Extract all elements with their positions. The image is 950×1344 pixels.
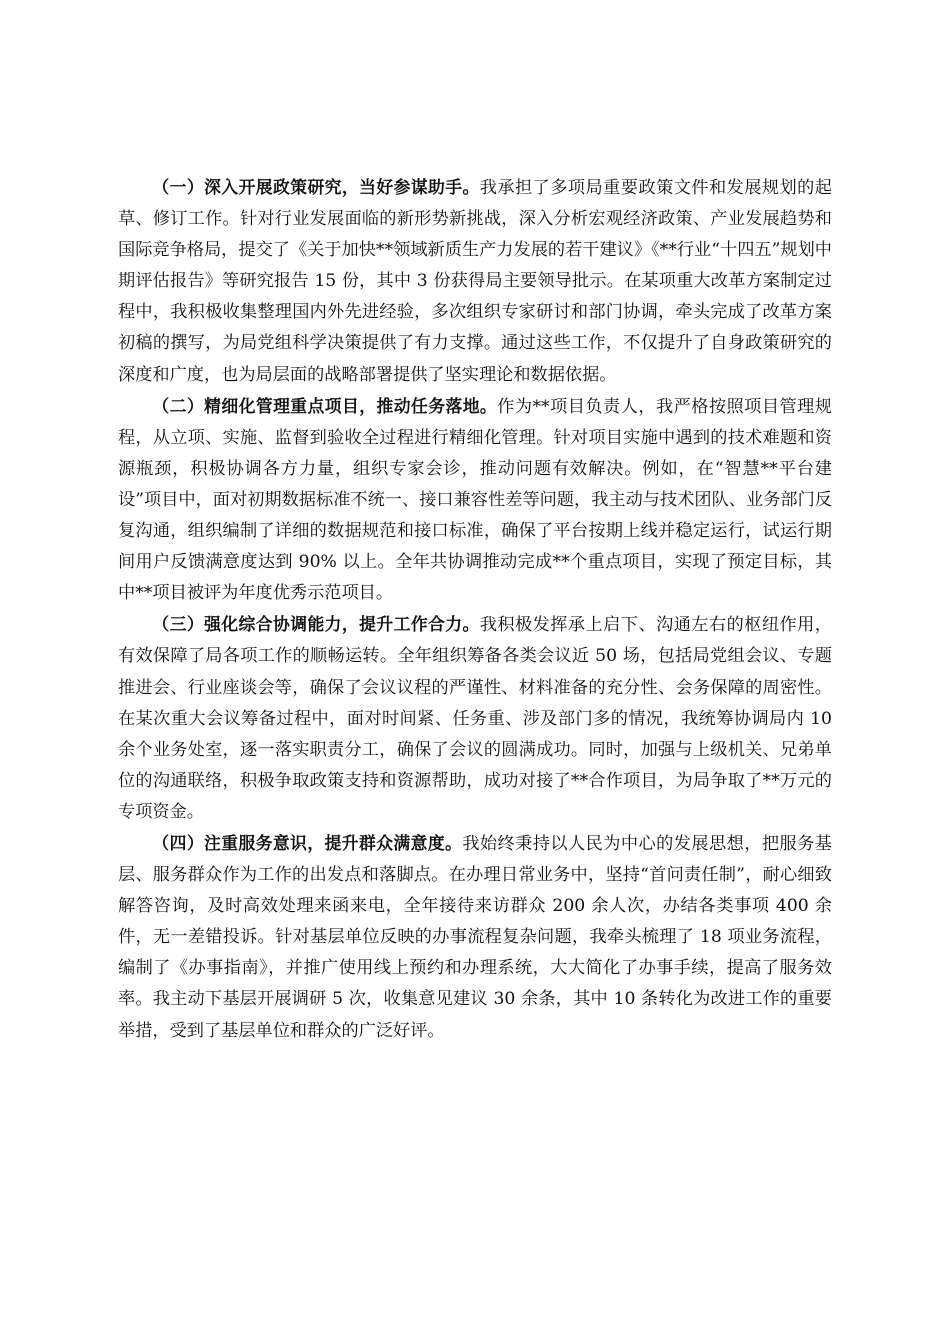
document-page [118,172,832,1047]
paragraph-heading: （二）精细化管理重点项目，推动任务落地。 [152,395,498,416]
paragraph-heading: （四）注重服务意识，提升群众满意度。 [152,832,463,853]
paragraph-body: 我积极发挥承上启下、沟通左右的枢纽作用，有效保障了局各项工作的顺畅运转。全年组织筹备各类会议近 50 场，包括局党组会议、专题推进会、行业座谈会等，确保了会议议程的严谨性、材料准备的充分性、会务保障的周密性。在某次重大会议筹备过程中，面对时间紧、任务重、涉及部门多的情况，我统筹协调局内 10 余个业务处室，逐一落实职责分工，确保了会议的圆满成功。同时，加强与上级机关、兄弟单位的沟通联络，积极争取政策支持和资源帮助，成功对接了**合作项目，为局争取了**万元的专项资金。 [118,615,832,822]
paragraph-policy-research [118,172,832,391]
paragraph-body: 我始终秉持以人民为中心的发展思想，把服务基层、服务群众作为工作的出发点和落脚点。在办理日常业务中，坚持“首问责任制”，耐心细致解答咨询，及时高效处理来函来电，全年接待来访群众 200 余人次，办结各类事项 400 余件，无一差错投诉。针对基层单位反映的办事流程复杂问题，我牵头梳理了 18 项业务流程，编制了《办事指南》，并推广使用线上预约和办理系统，大大简化了办事手续，提高了服务效率。我主动下基层开展调研 5 次，收集意见建议 30 余条，其中 10 条转化为改进工作的重要举措，受到了基层单位和群众的广泛好评。 [118,833,832,1041]
paragraph-service [118,828,832,1047]
paragraph-body: 作为**项目负责人，我严格按照项目管理规程，从立项、实施、监督到验收全过程进行精细化管理。针对项目实施中遇到的技术难题和资源瓶颈，积极协调各方力量，组织专家会诊，推动问题有效解决。例如，在“智慧**平台建设”项目中，面对初期数据标准不统一、接口兼容性差等问题，我主动与技术团队、业务部门反复沟通，组织编制了详细的数据规范和接口标准，确保了平台按期上线并稳定运行，试运行期间用户反馈满意度达到 90% 以上。全年共协调推动完成**个重点项目，实现了预定目标，其中**项目被评为年度优秀示范项目。 [118,396,832,604]
paragraph-body: 我承担了多项局重要政策文件和发展规划的起草、修订工作。针对行业发展面临的新形势新挑战，深入分析宏观经济政策、产业发展趋势和国际竞争格局，提交了《关于加快**领域新质生产力发展的若干建议》《**行业“十四五”规划中期评估报告》等研究报告 15 份，其中 3 份获得局主要领导批示。在某项重大改革方案制定过程中，我积极收集整理国内外先进经验，多次组织专家研讨和部门协调，牵头完成了改革方案初稿的撰写，为局党组科学决策提供了有力支撑。通过这些工作，不仅提升了自身政策研究的深度和广度，也为局层面的战略部署提供了坚实理论和数据依据。 [118,178,832,385]
paragraph-coordination [118,609,832,828]
paragraph-project-management [118,391,832,610]
paragraph-heading: （三）强化综合协调能力，提升工作合力。 [152,614,480,635]
paragraph-heading: （一）深入开展政策研究，当好参谋助手。 [152,177,480,197]
